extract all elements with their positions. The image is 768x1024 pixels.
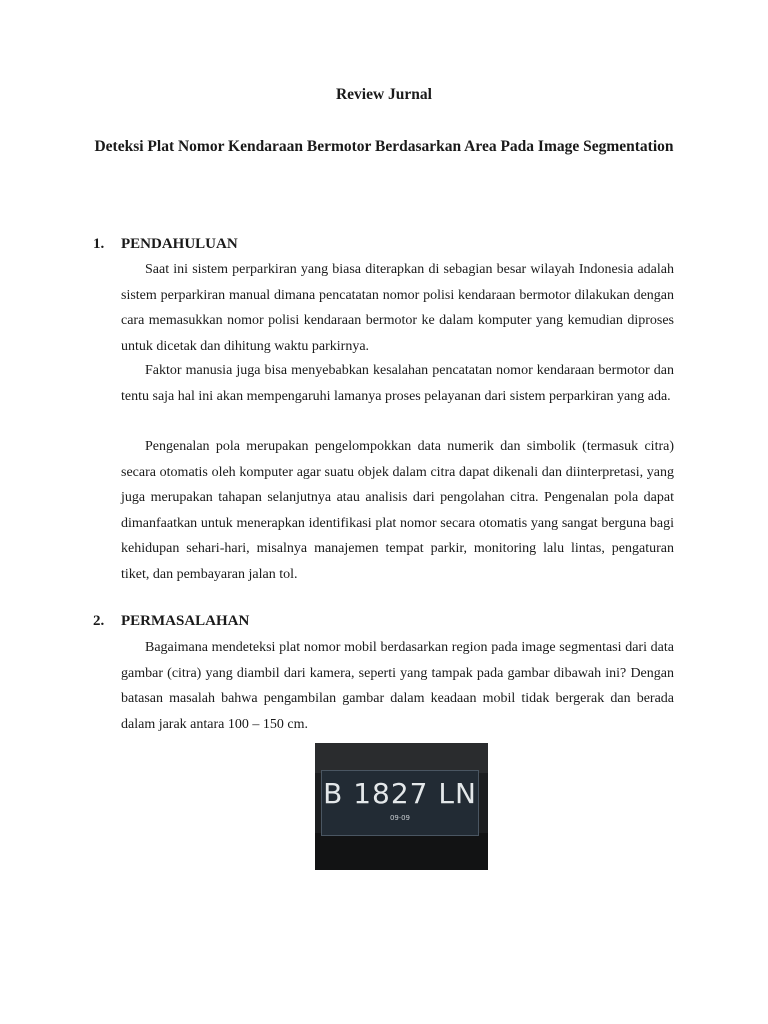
section-number: 1.: [93, 236, 105, 252]
license-plate-photo: [315, 743, 488, 870]
section-heading-pendahuluan: [93, 236, 238, 253]
paragraph: Bagaimana mendeteksi plat nomor mobil berdasarkan region pada image segmentasi dari data gambar (citra) yang diambil dari kamera, seperti yang tampak pada gambar dibawah ini? Dengan batasan masalah bahwa pengambilan gambar dalam keadaan mobil tidak bergerak dan berada dalam jarak antara 100 – 150 cm.: [121, 640, 674, 732]
license-plate: [321, 770, 479, 836]
paragraph: Saat ini sistem perparkiran yang biasa diterapkan di sebagian besar wilayah Indonesia adalah sistem perparkiran manual dimana pencatatan nomor polisi kendaraan bermotor dilakukan dengan cara memasukkan nomor polisi kendaraan bermotor ke dalam komputer yang kemudian diproses untuk dicetak dan dihitung waktu parkirnya.: [121, 262, 674, 354]
car-body-bottom: [315, 833, 488, 870]
plate-number: B 1827 LN: [323, 777, 477, 810]
plate-expiry: 09·09: [389, 814, 411, 822]
document-title: Review Jurnal: [335, 86, 432, 103]
section-title: PERMASALAHAN: [121, 613, 250, 629]
car-body-top: [315, 743, 488, 773]
section-number: 2.: [93, 613, 105, 629]
paragraph: Pengenalan pola merupakan pengelompokkan data numerik dan simbolik (termasuk citra) secara otomatis oleh komputer agar suatu objek dalam citra dapat dikenali dan diinterpretasi, yang juga merupakan tahapan selanjutnya atau analisis dari pengolahan citra. Pengenalan pola dapat dimanfaatkan untuk menerapkan identifikasi plat nomor secara otomatis yang sangat berguna bagi kehidupan sehari-hari, misalnya manajemen tempat parkir, monitoring lalu lintas, pengaturan tiket, dan pembayaran jalan tol.: [121, 439, 674, 582]
paragraph: Faktor manusia juga bisa menyebabkan kesalahan pencatatan nomor kendaraan bermotor dan tentu saja hal ini akan mempengaruhi lamanya proses pelayanan dari sistem perparkiran yang ada.: [121, 363, 674, 404]
section-title: PENDAHULUAN: [121, 236, 238, 252]
section-heading-permasalahan: [93, 613, 249, 630]
document-subtitle: Deteksi Plat Nomor Kendaraan Bermotor Berdasarkan Area Pada Image Segmentation: [94, 138, 674, 155]
